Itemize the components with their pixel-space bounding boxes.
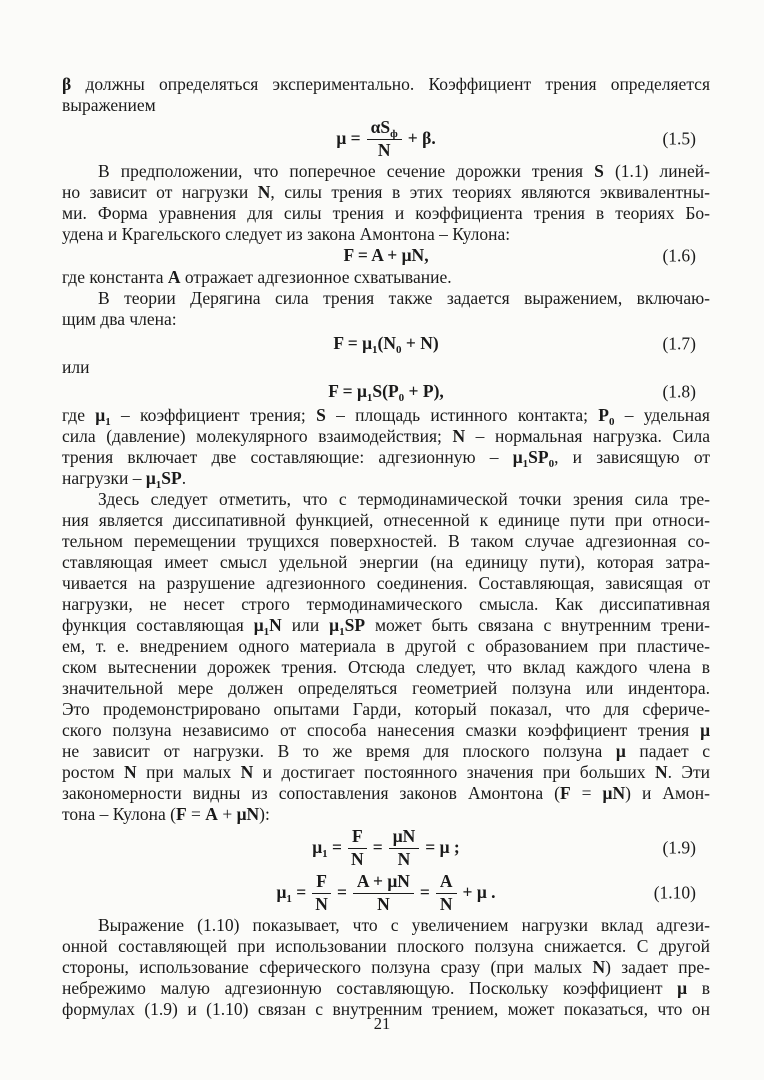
para-deryagin [62,288,710,330]
fraction-denominator: N [315,893,328,914]
page-text-body [62,74,710,1020]
formula-1-7 [62,330,710,357]
formula-1-8 [62,378,710,405]
fraction-numerator: $\alpha S_ф$ [367,118,402,140]
fraction-denominator: N [351,848,364,869]
equation-text: $F = \mu_1S(P_0 + P)$, [328,380,444,404]
text-line: нагрузки – $\mu_1SP$. [62,468,187,491]
equation [312,827,460,868]
equation-text: μ = [336,127,361,148]
page-number: 21 [373,1014,391,1033]
text-line: нагрузки, не несет строго термодинамического смысла. Как диссипативная [62,594,710,614]
text-line: β должны определяться экспериментально. Коэффициент трения определяется [62,74,710,94]
fraction-denominator: N [439,893,453,914]
text-line: значительной мере должен определяться геометрией ползуна или индентора. [62,678,710,698]
equation [276,872,495,913]
para-assumption [62,161,710,245]
equation-text: F = A + μN, [343,245,429,266]
equation-text: = [419,881,430,902]
fraction-numerator: F [312,872,331,894]
text-line: чивается на разрушение адгезионного соединения. Составляющая, зависящая от [62,573,710,593]
equation-text: = [372,836,383,857]
equation-number: (1.6) [662,245,696,266]
fraction [312,872,331,913]
formula-1-10 [62,870,710,915]
text-line: функция составляющая $\mu_1N$ или $\mu_1SP$ может быть связана с внутренним трени- [62,615,710,638]
text-line: ми. Форма уравнения для силы трения и коэффициента трения в теориях Бо- [62,203,710,223]
text-line: ростом N при малых N и достигает постоянного значения при больших N. Эти [62,762,710,782]
equation-number: (1.7) [662,333,696,353]
text-line: стороны, использование сферического ползуна сразу (при малых N) задает пре- [62,957,711,977]
text-line: где константа А отражает адгезионное схватывание. [62,267,452,287]
text-line: щим два члена: [62,309,177,329]
equation-text: $F = \mu_1(N_0 + N)$ [333,332,439,356]
text-line: тельном перемещении трущихся поверхностей. В таком случае адгезионная со- [62,531,710,551]
text-line: закономерности видны из сопоставления законов Амонтона (F = μN) и Амон- [62,783,710,803]
text-line: не зависит от нагрузки. В то же время для плоского ползуна μ падает с [62,741,710,761]
text-line: ставляющая имеет смысл удельной энергии (на единицу пути), которая затра- [62,552,710,572]
equation-text: $\mu_1$ = [312,836,343,860]
equation-text: = μ ; [425,836,460,857]
fraction-numerator: A + μN [353,872,414,894]
equation [343,246,428,265]
para-constant-a [62,267,710,288]
text-line: онной составляющей при использовании плоского ползуна снижается. С другой [62,936,710,956]
text-line: удена и Крагельского следует из закона Амонтона – Кулона: [62,224,511,244]
equation-number: (1.9) [662,837,696,857]
fraction [436,872,457,913]
text-line: тона – Кулона (F = A + μN): [62,804,270,824]
equation-text: + μ . [462,881,496,902]
text-line: Выражение (1.10) показывает, что с увеличением нагрузки вклад адгези- [98,915,710,935]
text-line: сила (давление) молекулярного взаимодействия; N – нормальная нагрузка. Сила [62,426,710,446]
formula-1-9 [62,825,710,870]
text-line: или [62,357,90,377]
equation-text: $\mu_1$ = [276,881,307,905]
text-line: трения включает две составляющие: адгезионную – $\mu_1SP_0$, и зависящую от [62,447,710,470]
text-line: небрежимо малую адгезионную составляющую. Поскольку коэффициент μ в [62,978,710,998]
equation-text: = [336,881,347,902]
para-thermodynamic [62,489,710,825]
equation-text: + β. [407,127,436,148]
text-line: Здесь следует отметить, что с термодинамической точки зрения сила тре- [98,489,710,509]
fraction-denominator: N [397,848,411,869]
equation [336,118,435,159]
text-line: ем, т. е. внедрением одного материала в другой с образованием при пластиче- [62,636,710,656]
text-line: формулах (1.9) и (1.10) связан с внутренним трением, может показаться, что он [62,999,710,1019]
equation-number: (1.8) [662,381,696,401]
formula-1-6 [62,245,710,267]
fraction [353,872,414,913]
fraction-numerator: F [348,827,367,849]
text-line: В теории Дерягина сила трения также задается выражением, включаю- [98,288,710,308]
text-line: выражением [62,95,156,115]
text-line: ском вытеснении дорожек трения. Отсюда следует, что вклад каждого члена в [62,657,710,677]
text-line: В предположении, что поперечное сечение дорожки трения S (1.1) линей- [98,161,710,181]
fraction [348,827,367,868]
fraction-numerator: μN [389,827,420,849]
fraction-numerator: A [436,872,457,894]
fraction-denominator: N [377,893,390,914]
equation-number: (1.5) [662,128,696,148]
para-definitions [62,405,710,489]
text-line: где $\mu_1$ – коэффициент трения; S – площадь истинного контакта; $P_0$ – удельная [62,405,710,428]
fraction [389,827,420,868]
para-or [62,357,710,378]
equation [333,332,439,356]
text-line: но зависит от нагрузки N, силы трения в этих теориях являются эквивалентны- [62,182,711,202]
equation-number: (1.10) [653,882,696,902]
fraction-denominator: N [377,139,391,160]
para-beta-continuation [62,74,710,116]
para-expression-110 [62,915,710,1020]
text-line: ского ползуна независимо от способа нанесения смазки коэффициент трения μ [62,720,710,740]
text-line: Это продемонстрировано опытами Гарди, который показал, что для сфериче- [62,699,710,719]
text-line: ния является диссипативной функцией, отнесенной к единице пути при относи- [62,510,710,530]
fraction [367,118,402,159]
formula-1-5 [62,116,710,161]
equation [328,380,444,404]
